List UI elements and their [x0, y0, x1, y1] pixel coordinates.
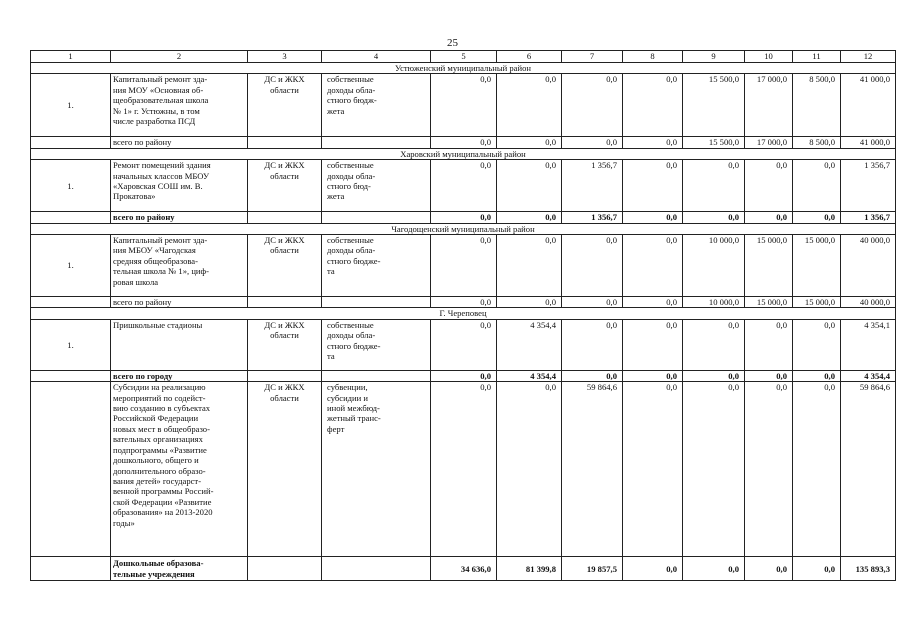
- total-value: 15 000,0: [745, 297, 793, 308]
- total-value: 0,0: [497, 212, 562, 223]
- item-number: [31, 382, 111, 557]
- total-value: 0,0: [431, 212, 497, 223]
- header-cell: 6: [497, 51, 562, 63]
- value-cell: 0,0: [431, 74, 497, 137]
- total-value: 0,0: [562, 297, 623, 308]
- value-cell: 0,0: [431, 235, 497, 297]
- header-cell: 3: [248, 51, 322, 63]
- item-row: [31, 160, 896, 212]
- total-value: 0,0: [562, 137, 623, 148]
- value-cell: 0,0: [683, 160, 745, 212]
- item-funding-source: субвенции, субсидии и иной межбюд- жетный транс- ферт: [322, 382, 431, 557]
- total-value: 1 356,7: [841, 212, 896, 223]
- total-value: 0,0: [745, 370, 793, 381]
- total-empty-cell: [31, 370, 111, 381]
- total-empty-cell: [248, 297, 322, 308]
- value-cell: 0,0: [431, 382, 497, 557]
- total-label: всего по району: [111, 212, 248, 223]
- item-name: Субсидии на реализацию мероприятий по содейст- вию созданию в субъектах Российской Федерации новых мест в общеобразо- вательных организациях подпрограммы «Развитие дошкольного, общего и дополнительного образо- вания детей» государст- венной программы Россий- ской Федерации «Развитие образования» на 2013-2020 годы»: [111, 382, 248, 557]
- value-cell: 0,0: [497, 74, 562, 137]
- total-empty-cell: [31, 557, 111, 581]
- total-empty-cell: [31, 137, 111, 148]
- grand-total-value: 19 857,5: [562, 557, 623, 581]
- total-empty-cell: [31, 212, 111, 223]
- item-name: Капитальный ремонт зда- ния МБОУ «Чагодская средняя общеобразова- тельная школа № 1», циф- ровая школа: [111, 235, 248, 297]
- value-cell: 59 864,6: [562, 382, 623, 557]
- value-cell: 8 500,0: [793, 74, 841, 137]
- total-row: [31, 137, 896, 148]
- header-cell: 11: [793, 51, 841, 63]
- section-title-row: [31, 148, 896, 159]
- value-cell: 0,0: [623, 160, 683, 212]
- total-empty-cell: [322, 370, 431, 381]
- value-cell: 0,0: [497, 235, 562, 297]
- value-cell: 0,0: [793, 382, 841, 557]
- value-cell: 0,0: [745, 160, 793, 212]
- total-empty-cell: [322, 212, 431, 223]
- total-value: 0,0: [497, 137, 562, 148]
- header-cell: 9: [683, 51, 745, 63]
- item-funding-source: собственные доходы обла- стного бюдж- жета: [322, 74, 431, 137]
- total-empty-cell: [322, 297, 431, 308]
- value-cell: 4 354,4: [497, 319, 562, 370]
- value-cell: 0,0: [623, 319, 683, 370]
- item-funding-source: собственные доходы обла- стного бюд- жета: [322, 160, 431, 212]
- total-empty-cell: [31, 297, 111, 308]
- item-executor: ДС и ЖКХ области: [248, 160, 322, 212]
- total-value: 41 000,0: [841, 137, 896, 148]
- section-title: Устюженский муниципальный район: [31, 63, 896, 74]
- value-cell: 0,0: [431, 160, 497, 212]
- total-value: 0,0: [623, 297, 683, 308]
- header-cell: 7: [562, 51, 623, 63]
- value-cell: 0,0: [793, 319, 841, 370]
- value-cell: 0,0: [623, 382, 683, 557]
- total-row: [31, 370, 896, 381]
- value-cell: 0,0: [793, 160, 841, 212]
- total-value: 15 500,0: [683, 137, 745, 148]
- item-number: 1.: [31, 74, 111, 137]
- value-cell: 41 000,0: [841, 74, 896, 137]
- item-funding-source: собственные доходы обла- стного бюдже- та: [322, 319, 431, 370]
- header-cell: 4: [322, 51, 431, 63]
- item-row: [31, 319, 896, 370]
- total-value: 0,0: [431, 137, 497, 148]
- item-name: Ремонт помещений здания начальных классов МБОУ «Харовская СОШ им. В. Прокатова»: [111, 160, 248, 212]
- value-cell: 15 500,0: [683, 74, 745, 137]
- value-cell: 0,0: [431, 319, 497, 370]
- section-title-row: [31, 308, 896, 319]
- header-cell: 2: [111, 51, 248, 63]
- item-number: 1.: [31, 235, 111, 297]
- section-title-row: [31, 223, 896, 234]
- value-cell: 0,0: [683, 382, 745, 557]
- total-value: 40 000,0: [841, 297, 896, 308]
- total-value: 0,0: [683, 370, 745, 381]
- item-name: Капитальный ремонт зда- ния МОУ «Основная об- щеобразовательная школа № 1» г. Устюжны, в том числе разработка ПСД: [111, 74, 248, 137]
- total-value: 0,0: [745, 212, 793, 223]
- value-cell: 0,0: [623, 74, 683, 137]
- total-empty-cell: [248, 212, 322, 223]
- value-cell: 0,0: [623, 235, 683, 297]
- budget-table: [30, 50, 896, 581]
- section-title: Г. Череповец: [31, 308, 896, 319]
- header-cell: 1: [31, 51, 111, 63]
- total-empty-cell: [248, 370, 322, 381]
- total-value: 0,0: [683, 212, 745, 223]
- value-cell: 40 000,0: [841, 235, 896, 297]
- total-value: 1 356,7: [562, 212, 623, 223]
- value-cell: 0,0: [562, 235, 623, 297]
- total-value: 0,0: [793, 370, 841, 381]
- item-number: 1.: [31, 160, 111, 212]
- grand-total-row: [31, 557, 896, 581]
- header-cell: 12: [841, 51, 896, 63]
- value-cell: 0,0: [562, 74, 623, 137]
- total-value: 0,0: [562, 370, 623, 381]
- value-cell: 10 000,0: [683, 235, 745, 297]
- total-value: 0,0: [497, 297, 562, 308]
- total-value: 17 000,0: [745, 137, 793, 148]
- item-name: Пришкольные стадионы: [111, 319, 248, 370]
- total-empty-cell: [248, 137, 322, 148]
- value-cell: 1 356,7: [562, 160, 623, 212]
- total-empty-cell: [322, 137, 431, 148]
- total-value: 0,0: [623, 370, 683, 381]
- total-value: 4 354,4: [497, 370, 562, 381]
- section-title-row: [31, 63, 896, 74]
- item-row: [31, 382, 896, 557]
- grand-total-value: 0,0: [745, 557, 793, 581]
- section-title: Харовский муниципальный район: [31, 148, 896, 159]
- grand-total-label: Дошкольные образова- тельные учреждения: [111, 557, 248, 581]
- total-value: 0,0: [623, 212, 683, 223]
- value-cell: 0,0: [497, 382, 562, 557]
- item-executor: ДС и ЖКХ области: [248, 74, 322, 137]
- grand-total-value: 34 636,0: [431, 557, 497, 581]
- value-cell: 0,0: [562, 319, 623, 370]
- header-cell: 8: [623, 51, 683, 63]
- value-cell: 4 354,1: [841, 319, 896, 370]
- total-value: 10 000,0: [683, 297, 745, 308]
- item-executor: ДС и ЖКХ области: [248, 235, 322, 297]
- total-label: всего по району: [111, 297, 248, 308]
- header-cell: 5: [431, 51, 497, 63]
- value-cell: 15 000,0: [745, 235, 793, 297]
- header-cell: 10: [745, 51, 793, 63]
- item-number: 1.: [31, 319, 111, 370]
- total-empty-cell: [248, 557, 322, 581]
- total-row: [31, 212, 896, 223]
- total-label: всего по городу: [111, 370, 248, 381]
- total-label: всего по району: [111, 137, 248, 148]
- item-executor: ДС и ЖКХ области: [248, 319, 322, 370]
- value-cell: 0,0: [745, 382, 793, 557]
- total-value: 0,0: [431, 297, 497, 308]
- value-cell: 0,0: [683, 319, 745, 370]
- total-row: [31, 297, 896, 308]
- grand-total-value: 0,0: [623, 557, 683, 581]
- item-funding-source: собственные доходы обла- стного бюдже- та: [322, 235, 431, 297]
- grand-total-value: 0,0: [793, 557, 841, 581]
- total-value: 15 000,0: [793, 297, 841, 308]
- total-value: 0,0: [793, 212, 841, 223]
- item-row: [31, 235, 896, 297]
- value-cell: 0,0: [497, 160, 562, 212]
- value-cell: 59 864,6: [841, 382, 896, 557]
- grand-total-value: 135 893,3: [841, 557, 896, 581]
- value-cell: 15 000,0: [793, 235, 841, 297]
- total-value: 0,0: [623, 137, 683, 148]
- grand-total-value: 0,0: [683, 557, 745, 581]
- value-cell: 1 356,7: [841, 160, 896, 212]
- header-row: [31, 51, 896, 63]
- section-title: Чагодощенский муниципальный район: [31, 223, 896, 234]
- page-number: 25: [447, 37, 458, 49]
- item-row: [31, 74, 896, 137]
- total-value: 8 500,0: [793, 137, 841, 148]
- total-empty-cell: [322, 557, 431, 581]
- total-value: 4 354,4: [841, 370, 896, 381]
- total-value: 0,0: [431, 370, 497, 381]
- value-cell: 0,0: [745, 319, 793, 370]
- value-cell: 17 000,0: [745, 74, 793, 137]
- item-executor: ДС и ЖКХ области: [248, 382, 322, 557]
- grand-total-value: 81 399,8: [497, 557, 562, 581]
